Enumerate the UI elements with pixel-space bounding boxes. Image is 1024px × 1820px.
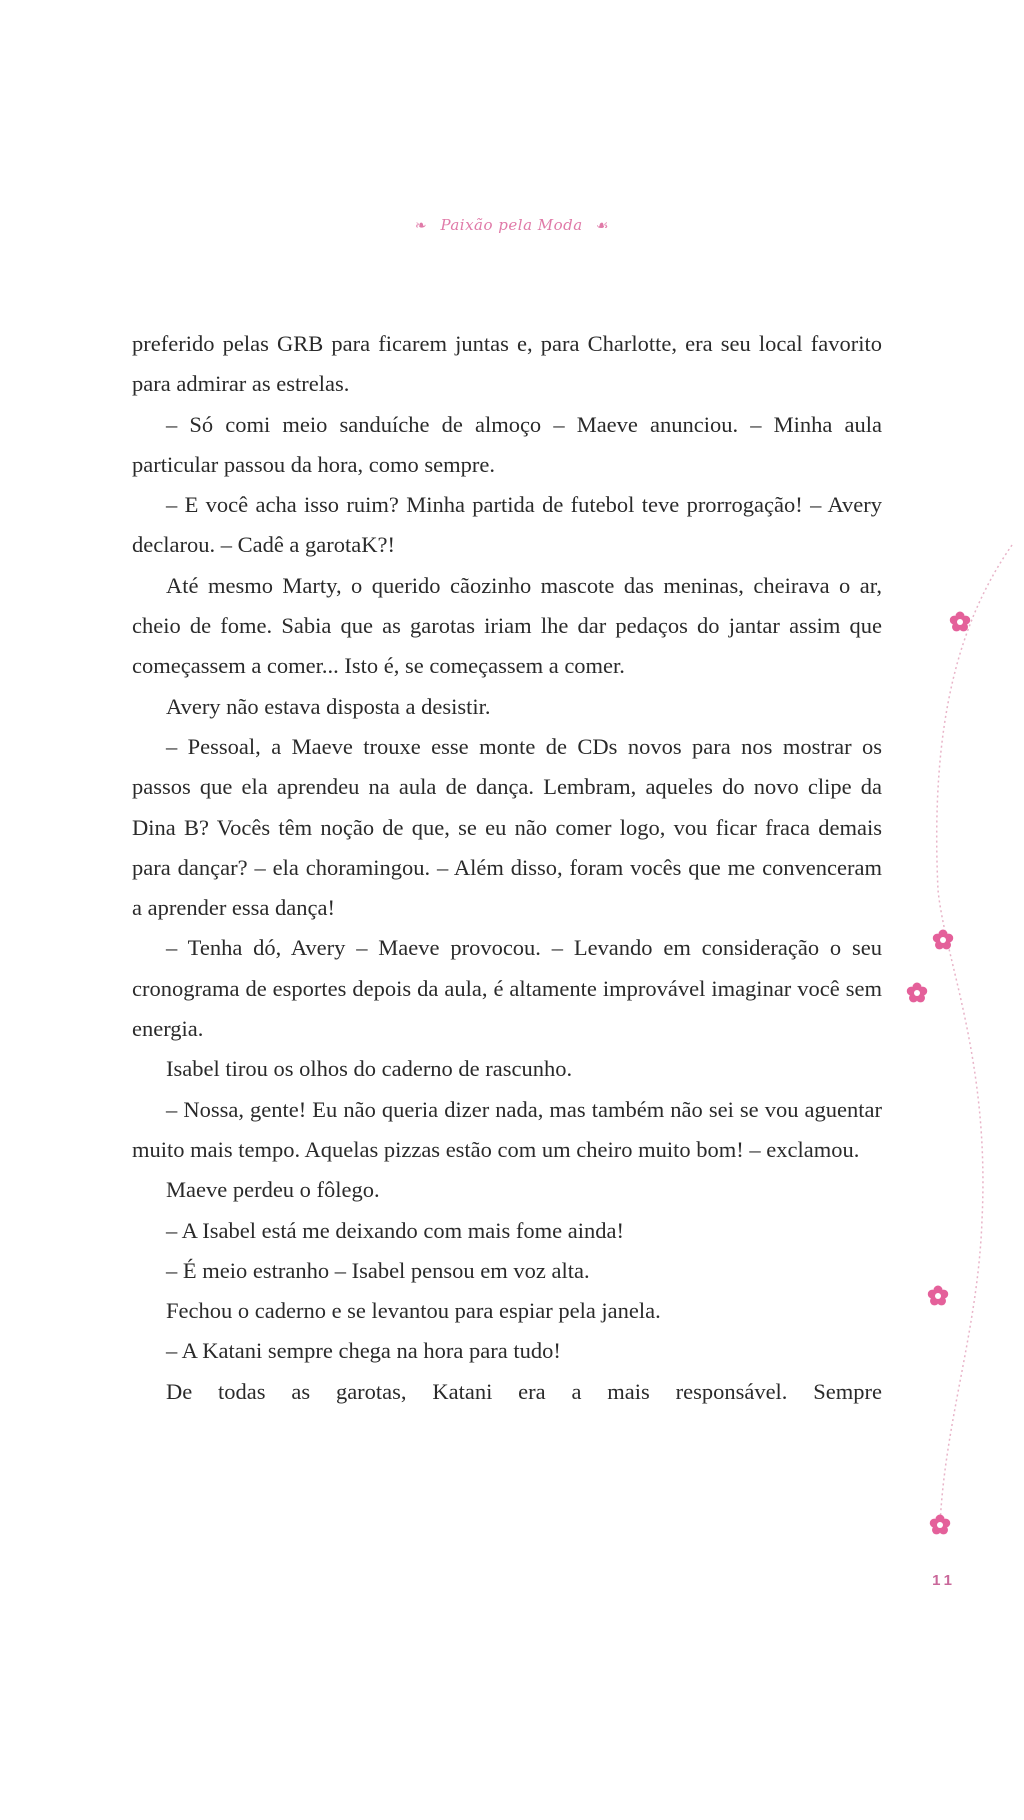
paragraph: preferido pelas GRB para ficarem juntas e, para Charlotte, era seu local favorito para admirar as estrelas.	[132, 331, 882, 397]
paragraph: De todas as garotas, Katani era a mais responsável. Sempre	[166, 1378, 882, 1404]
running-title: Paixão pela Moda	[440, 216, 583, 234]
paragraph: Até mesmo Marty, o querido cãozinho mascote das meninas, cheirava o ar, cheio de fome. Sabia que as garotas iriam lhe dar pedaços do jantar assim que começassem a comer... Isto é, se começassem a comer.	[132, 572, 882, 679]
flower-icon	[928, 1286, 948, 1306]
paragraph: Avery não estava disposta a desistir.	[166, 693, 491, 719]
paragraph: – A Isabel está me deixando com mais fome ainda!	[166, 1217, 624, 1243]
paragraph: – E você acha isso ruim? Minha partida de futebol teve prorrogação! – Avery declarou. – Cadê a garotaK?!	[132, 492, 882, 558]
flower-icon	[950, 612, 970, 632]
paragraph: Isabel tirou os olhos do caderno de rascunho.	[166, 1056, 573, 1082]
paragraph: – A Katani sempre chega na hora para tudo!	[166, 1338, 561, 1364]
paragraph: – Pessoal, a Maeve trouxe esse monte de CDs novos para nos mostrar os passos que ela aprendeu na aula de dança. Lembram, aqueles do novo clipe da Dina B? Vocês têm noção de que, se eu não comer logo, vou ficar fraca demais para dançar? – ela choramingou. – Além disso, foram vocês que me convenceram a aprender essa dança!	[132, 733, 882, 921]
paragraph: – Nossa, gente! Eu não queria dizer nada, mas também não sei se vou aguentar muito mais tempo. Aquelas pizzas estão com um cheiro muito bom! – exclamou.	[132, 1096, 882, 1162]
flower-icon	[930, 1515, 950, 1535]
paragraph: – Só comi meio sanduíche de almoço – Maeve anunciou. – Minha aula particular passou da hora, como sempre.	[132, 411, 882, 477]
flower-icon	[907, 983, 927, 1003]
paragraph: – É meio estranho – Isabel pensou em voz alta.	[166, 1257, 590, 1283]
paragraph: Maeve perdeu o fôlego.	[166, 1177, 380, 1203]
flower-icon	[933, 930, 953, 950]
paragraph: – Tenha dó, Avery – Maeve provocou. – Levando em consideração o seu cronograma de esportes depois da aula, é altamente improvável imaginar você sem energia.	[132, 935, 882, 1042]
page-number: 11	[932, 1572, 956, 1589]
left-ornament-icon: ❧	[414, 218, 428, 234]
paragraph: Fechou o caderno e se levantou para espiar pela janela.	[166, 1298, 661, 1324]
right-ornament-icon: ☙	[596, 218, 610, 234]
